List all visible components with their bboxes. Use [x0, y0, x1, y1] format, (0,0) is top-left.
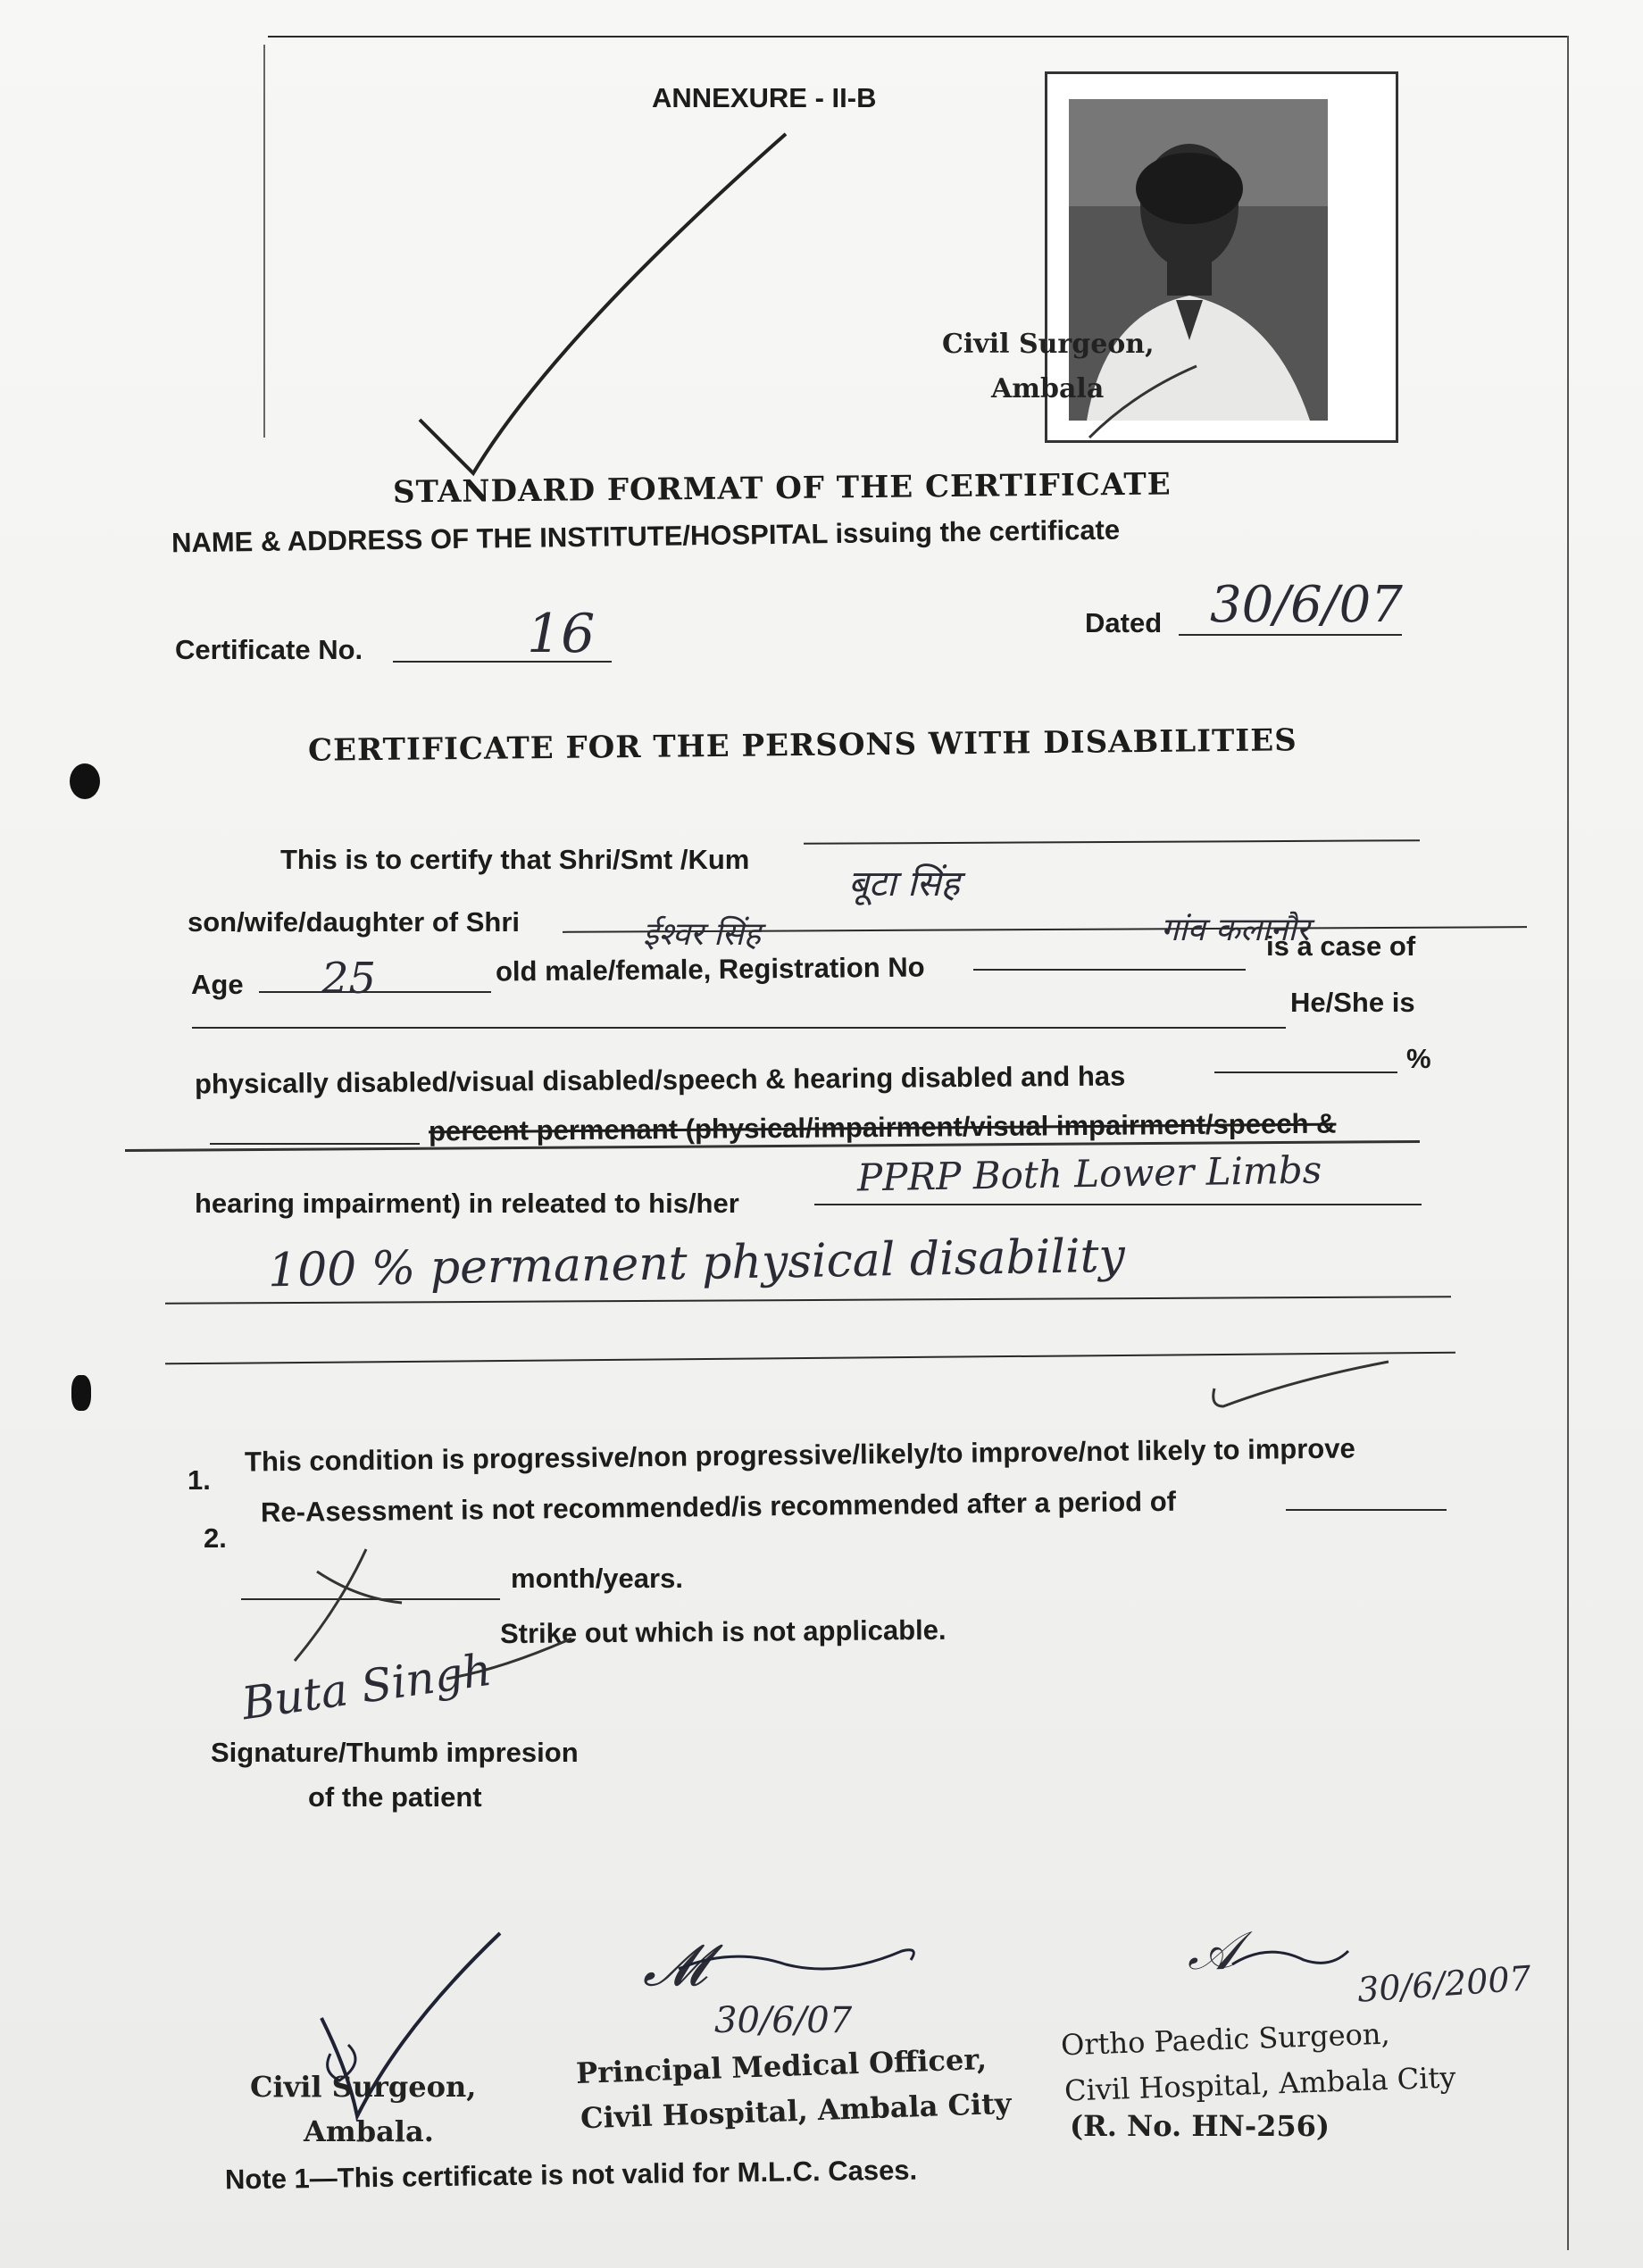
certificate-no-value: 16 — [527, 603, 596, 665]
permanent-label: percent permenant (physical/impairment/visual impairment/speech & — [428, 1107, 1337, 1147]
top-border — [268, 36, 1567, 38]
case-of-label: is a case of — [1266, 930, 1416, 962]
pmo-signature: 𝓜 — [643, 1933, 707, 1999]
right-border — [1567, 36, 1569, 2250]
patient-signature: Buta Singh — [238, 1643, 496, 1730]
ortho-line3: (R. No. HN-256) — [1070, 2109, 1330, 2143]
pmo-line2: Civil Hospital, Ambala City — [580, 2086, 1013, 2136]
relates-value: PPRP Both Lower Limbs — [856, 1147, 1322, 1200]
left-border — [263, 45, 265, 438]
civil-surgeon-line1: Civil Surgeon, — [250, 2070, 477, 2104]
condition-1-text: This condition is progressive/non progressive/likely/to improve/not likely to improve — [244, 1432, 1355, 1478]
dated-label: Dated — [1085, 607, 1163, 638]
age-label: Age — [191, 969, 244, 1000]
address-value: गांव कलानौर — [1161, 912, 1310, 948]
dated-value: 30/6/07 — [1210, 576, 1403, 634]
condition-2-num: 2. — [204, 1522, 227, 1554]
permanent-blank-line — [210, 1143, 420, 1145]
civil-surgeon-line2: Ambala. — [304, 2114, 434, 2148]
father-name-value: ईश्वर सिंह — [643, 916, 761, 953]
punch-hole-bottom — [71, 1375, 91, 1411]
pmo-date: 30/6/07 — [714, 2000, 853, 2041]
strike-note: Strike out which is not applicable. — [499, 1613, 947, 1650]
blank-line-1 — [192, 1027, 1286, 1029]
ortho-signature: 𝒜 — [1188, 1920, 1239, 1982]
disability-label: physically disabled/visual disabled/speech & hearing disabled and has — [194, 1060, 1126, 1100]
relation-label: son/wife/daughter of Shri — [188, 906, 521, 938]
punch-hole-top — [70, 763, 100, 799]
ortho-line2: Civil Hospital, Ambala City — [1063, 2060, 1456, 2108]
patient-name-line — [804, 839, 1420, 845]
mlc-note: Note 1—This certificate is not valid for M.L.C. Cases. — [224, 2154, 918, 2196]
dated-line — [1179, 634, 1402, 636]
pmo-line1: Principal Medical Officer, — [575, 2041, 988, 2091]
registration-line — [973, 969, 1246, 971]
condition-1-num: 1. — [188, 1464, 211, 1496]
period-unit: month/years. — [511, 1563, 683, 1594]
patient-name-value: बूटा सिंह — [848, 863, 960, 905]
signature-label-1: Signature/Thumb impresion — [211, 1737, 579, 1768]
percent-sign: % — [1406, 1043, 1431, 1074]
he-she-label: He/She is — [1290, 987, 1415, 1018]
gender-registration-label: old male/female, Registration No — [495, 951, 925, 988]
blank-line-2 — [165, 1352, 1455, 1365]
handwritten-line — [165, 1296, 1451, 1305]
certificate-no-label: Certificate No. — [175, 634, 363, 665]
institute-line: NAME & ADDRESS OF THE INSTITUTE/HOSPITAL issuing the certificate — [171, 513, 1121, 559]
condition-2-text: Re-Asessment is not recommended/is recommended after a period of — [260, 1485, 1177, 1529]
age-value: 25 — [321, 954, 377, 1004]
signature-label-2: of the patient — [308, 1781, 482, 1813]
photo-image — [1069, 99, 1328, 421]
relates-line — [814, 1204, 1422, 1205]
hearing-label: hearing impairment) in releated to his/her — [195, 1188, 739, 1219]
certify-label: This is to certify that Shri/Smt /Kum — [280, 844, 750, 875]
certificate-title: CERTIFICATE FOR THE PERSONS WITH DISABILITIES — [307, 722, 1297, 769]
period-line — [1286, 1509, 1447, 1511]
ortho-date: 30/6/2007 — [1355, 1958, 1533, 2010]
photo-stamp-line1: Civil Surgeon, — [942, 329, 1155, 360]
annexure-label: ANNEXURE - II-B — [652, 82, 877, 113]
format-title: STANDARD FORMAT OF THE CERTIFICATE — [392, 466, 1172, 511]
handwritten-disability: 100 % permanent physical disability — [267, 1229, 1126, 1298]
photo-stamp-line2: Ambala — [991, 373, 1105, 404]
ortho-line1: Ortho Paedic Surgeon, — [1060, 2016, 1391, 2063]
month-line — [241, 1598, 500, 1600]
percent-line — [1214, 1071, 1397, 1073]
